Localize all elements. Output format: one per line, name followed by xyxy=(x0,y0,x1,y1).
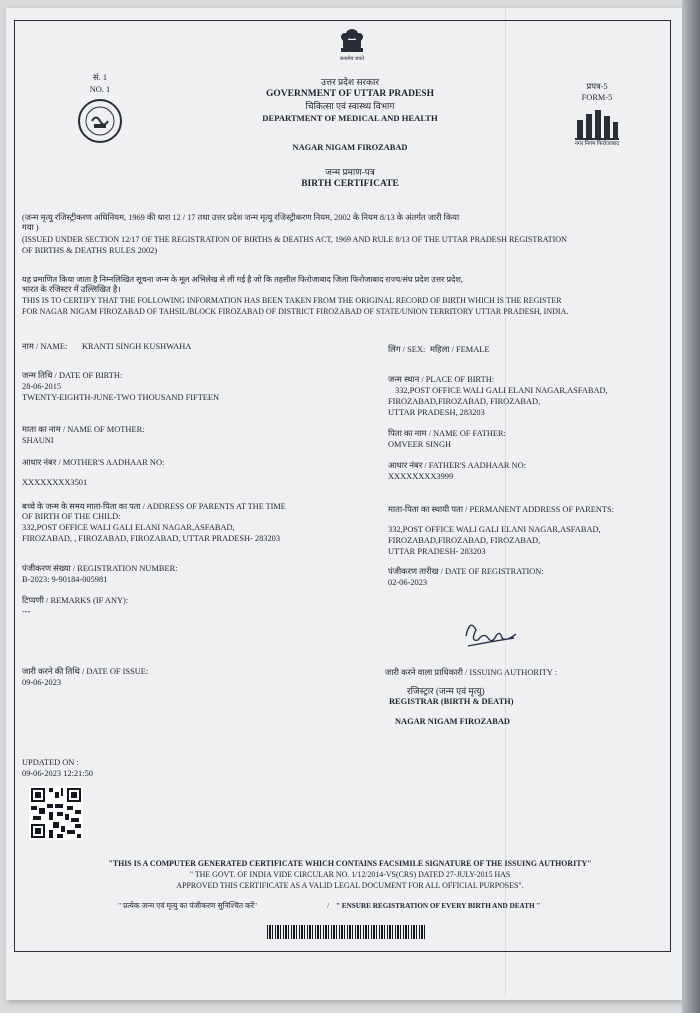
preamble-hindi-line1: (जन्म मृत्यु रजिस्ट्रीकरण अधिनियम, 1969 की धारा 12 / 17 तथा उत्तर प्रदेश जन्म मृत्यु रजिस्ट्रीकरण नियम, 2002 के नियम 8/13 के अंतर्गत जारी किया xyxy=(22,213,460,222)
certify-english-line2: FOR NAGAR NIGAM FIROZABAD OF TAHSIL/BLOCK FIROZABAD OF DISTRICT FIROZABAD OF STATE/UNION TERRITORY UTTAR PRADESH, INDIA. xyxy=(22,307,569,316)
certify-hindi-line2: भारत के रजिस्टर में उल्लिखित है। xyxy=(22,285,121,294)
preamble-hindi-line2: गया ) xyxy=(22,223,39,232)
father-value: OMVEER SINGH xyxy=(388,440,452,449)
govt-name-hindi: उत्तर प्रदेश सरकार xyxy=(320,77,380,87)
mother-value: SHAUNI xyxy=(22,436,54,445)
birth-address-label2: OF BIRTH OF THE CHILD: xyxy=(22,512,121,521)
authority-name: NAGAR NIGAM FIROZABAD xyxy=(292,143,408,152)
registration-number-label: पंजीकरण संख्या / REGISTRATION NUMBER: xyxy=(22,564,178,573)
slogan-separator: / xyxy=(327,901,330,910)
registration-number-value: B-2023: 9-90184-005981 xyxy=(22,575,108,584)
certify-hindi-line1: यह प्रमाणित किया जाता है निम्नलिखित सूचना जन्म के मूल अभिलेख से ली गई है जो कि तहसील फिरोजाबाद जिला फिरोजाबाद राज्य/संघ प्रदेश उत्तर प्रदेश, xyxy=(22,275,463,284)
father-aadhaar-value: XXXXXXXX3999 xyxy=(388,472,454,481)
certificate-border xyxy=(14,20,671,952)
registrar-office: NAGAR NIGAM FIROZABAD xyxy=(395,717,510,726)
birth-address-label1: बच्चे के जन्म के समय माता-पिता का पता / ADDRESS OF PARENTS AT THE TIME xyxy=(22,502,286,511)
permanent-address-label: माता-पिता का स्थायी पता / PERMANENT ADDRESS OF PARENTS: xyxy=(388,505,615,514)
updated-value: 09-06-2023 12:21:50 xyxy=(22,769,93,778)
up-govt-seal-icon xyxy=(77,98,123,144)
name-label: नाम / NAME: xyxy=(22,342,68,351)
slogan-english: " ENSURE REGISTRATION OF EVERY BIRTH AND DEATH " xyxy=(336,902,541,910)
remarks-label: टिप्पणी / REMARKS (IF ANY): xyxy=(22,596,129,605)
registrar-signature xyxy=(460,612,522,652)
dob-label: जन्म तिथि / DATE OF BIRTH: xyxy=(22,371,123,380)
dob-words: TWENTY-EIGHTH-JUNE-TWO THOUSAND FIFTEEN xyxy=(22,393,220,402)
emblem-caption: सत्यमेव जयते xyxy=(339,57,365,62)
remarks-value: --- xyxy=(22,607,31,616)
background-edge xyxy=(682,0,700,1013)
pob-line1: 332,POST OFFICE WALI GALI ELANI NAGAR,ASFABAD, xyxy=(395,386,608,395)
mother-label: माता का नाम / NAME OF MOTHER: xyxy=(22,425,145,434)
father-aadhaar-label: आधार नंबर / FATHER'S AADHAAR NO: xyxy=(388,461,526,470)
issue-date-value: 09-06-2023 xyxy=(22,678,62,687)
qr-code-icon xyxy=(29,786,83,840)
father-label: पिता का नाम / NAME OF FATHER: xyxy=(388,429,506,438)
dob-value: 28-06-2015 xyxy=(22,382,62,391)
registrar-title: REGISTRAR (BIRTH & DEATH) xyxy=(389,697,514,706)
permanent-address-line3: UTTAR PRADESH- 283203 xyxy=(388,547,486,556)
registration-date-label: पंजीकरण तारीख / DATE OF REGISTRATION: xyxy=(388,567,544,576)
mother-aadhaar-value: XXXXXXXX3501 xyxy=(22,478,88,487)
slogan-hindi: " प्रत्येक जन्म एवं मृत्यु का पंजीकरण सुनिश्चित करें" xyxy=(118,901,258,910)
sex-label: लिंग / SEX: xyxy=(388,345,426,354)
pob-line2: FIROZABAD,FIROZABAD, FIROZABAD, xyxy=(388,397,541,406)
permanent-address-line2: FIROZABAD,FIROZABAD, FIROZABAD, xyxy=(388,536,541,545)
govt-name: GOVERNMENT OF UTTAR PRADESH xyxy=(266,89,434,99)
updated-label: UPDATED ON : xyxy=(22,758,79,767)
form-number: NO. 1 xyxy=(89,85,111,94)
permanent-address-line1: 332,POST OFFICE WALI GALI ELANI NAGAR,ASFABAD, xyxy=(388,525,601,534)
dept-name-hindi: चिकित्सा एवं स्वास्थ्य विभाग xyxy=(305,101,395,111)
footer-line2: " THE GOVT. OF INDIA VIDE CIRCULAR NO. 1/12/2014-VS(CRS) DATED 27-JULY-2015 HAS xyxy=(189,870,511,879)
birth-address-line2: FIROZABAD, , FIROZABAD, FIROZABAD, UTTAR PRADESH- 283203 xyxy=(22,534,281,543)
issue-date-label: जारी करने की तिथि / DATE OF ISSUE: xyxy=(22,667,149,676)
footer-line1: "THIS IS A COMPUTER GENERATED CERTIFICATE WHICH CONTAINS FACSIMILE SIGNATURE OF THE ISSUING AUTHORITY" xyxy=(108,859,592,868)
barcode-icon xyxy=(267,925,427,939)
issuing-authority-label: जारी करने वाला प्राधिकारी / ISSUING AUTHORITY : xyxy=(385,668,558,677)
preamble-english-line2: OF BIRTHS & DEATHS RULES 2002) xyxy=(22,246,158,255)
pob-label: जन्म स्थान / PLACE OF BIRTH: xyxy=(388,375,495,384)
form-label: FORM-5 xyxy=(581,93,613,102)
preamble-english-line1: (ISSUED UNDER SECTION 12/17 OF THE REGISTRATION OF BIRTHS & DEATHS ACT, 1969 AND RULE 8/13 OF THE UTTAR PRADESH REGISTRATION xyxy=(22,235,567,244)
logo-caption: नगर निगम फिरोजाबाद xyxy=(574,141,620,147)
sex-value: महिला / FEMALE xyxy=(430,345,490,354)
certificate-title-hindi: जन्म प्रमाण-पत्र xyxy=(325,167,375,177)
birth-address-line1: 332,POST OFFICE WALI GALI ELANI NAGAR,ASFABAD, xyxy=(22,523,235,532)
registration-date-value: 02-06-2023 xyxy=(388,578,428,587)
registrar-title-hindi: रजिस्ट्रार (जन्म एवं मृत्यु) xyxy=(407,686,485,696)
certificate-title: BIRTH CERTIFICATE xyxy=(301,179,399,189)
pob-line3: UTTAR PRADESH, 283203 xyxy=(388,408,485,417)
form-number-hindi: सं. 1 xyxy=(92,73,108,82)
certify-english-line1: THIS IS TO CERTIFY THAT THE FOLLOWING INFORMATION HAS BEEN TAKEN FROM THE ORIGINAL RECORD OF BIRTH WHICH IS THE REGISTER xyxy=(22,296,562,305)
form-label-hindi: प्रपत्र-5 xyxy=(586,82,608,91)
name-value: KRANTI SINGH KUSHWAHA xyxy=(82,342,192,351)
dept-name: DEPARTMENT OF MEDICAL AND HEALTH xyxy=(262,113,438,123)
mother-aadhaar-label: आधार नंबर / MOTHER'S AADHAAR NO: xyxy=(22,458,165,467)
footer-line3: APPROVED THIS CERTIFICATE AS A VALID LEGAL DOCUMENT FOR ALL OFFICIAL PURPOSES". xyxy=(176,881,524,890)
